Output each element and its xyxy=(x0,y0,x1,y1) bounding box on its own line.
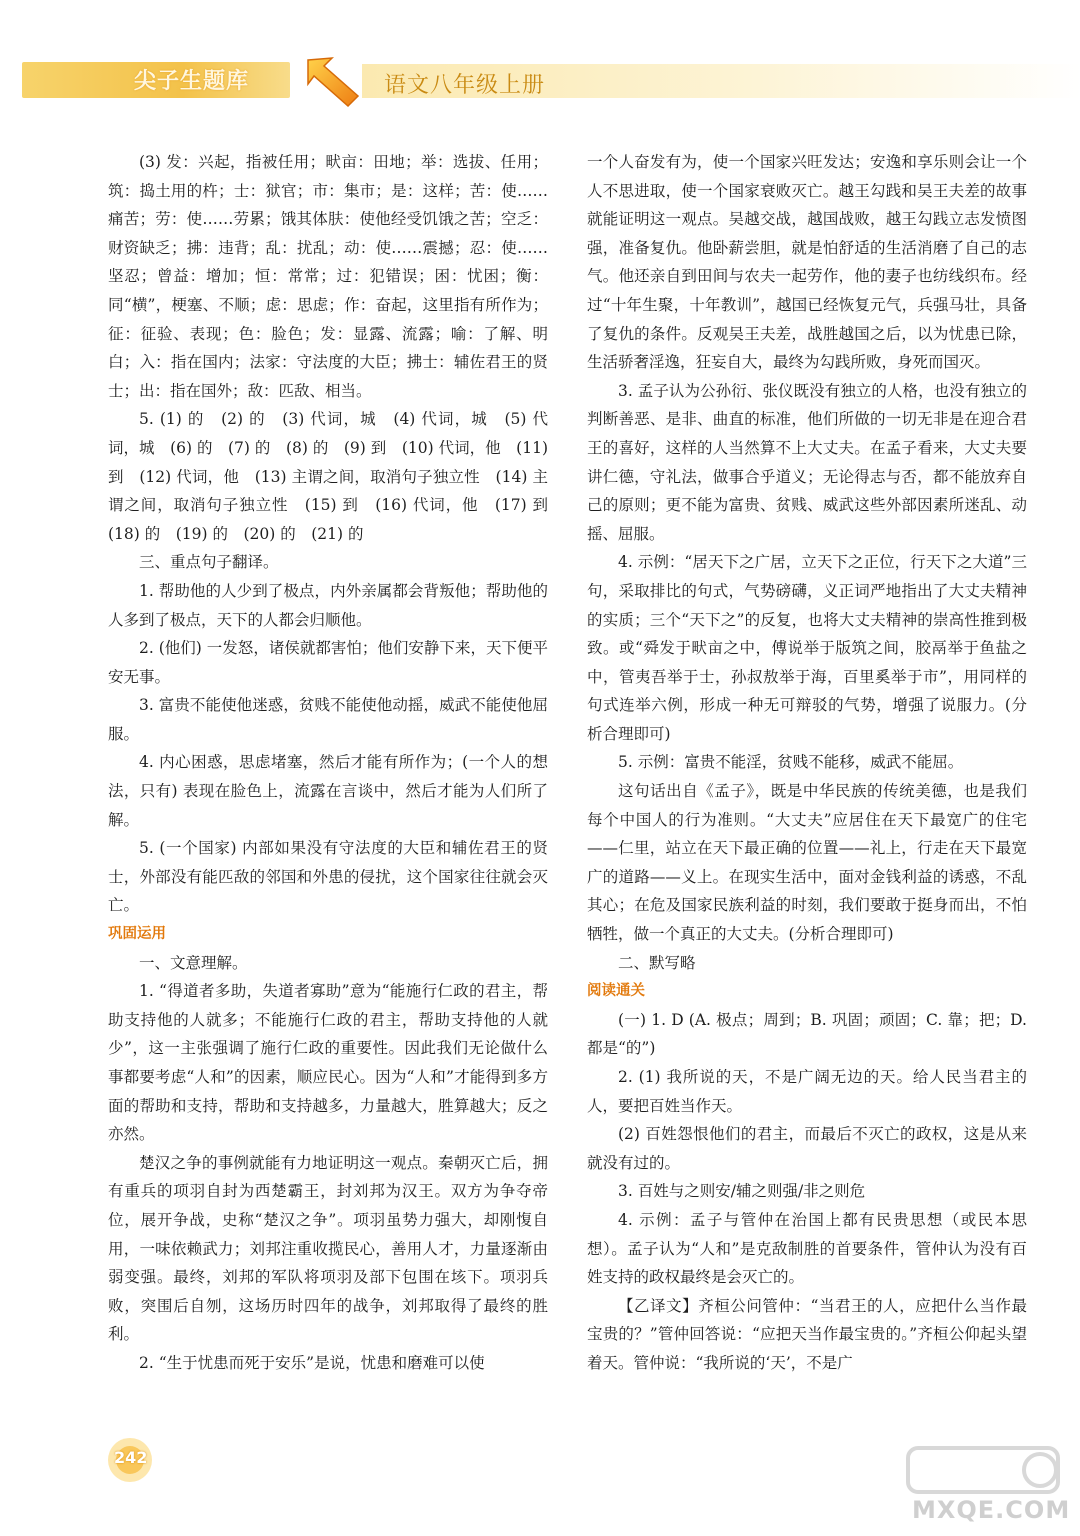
section-heading: 巩固运用 xyxy=(108,926,166,943)
paragraph: 楚汉之争的事例就能有力地证明这一观点。秦朝灭亡后，拥有重兵的项羽自封为西楚霸王，封刘邦为汉王。双方为争夺帝位，展开争战，史称“楚汉之争”。项羽虽势力强大，却刚愎自用，一味依赖武力；刘邦注重收揽民心，善用人才，力量逐渐由弱变强。最终，刘邦的军队将项羽及部下包围在垓下。项羽兵败，突围后自刎，这场历时四年的战争，刘邦取得了最终的胜利。 xyxy=(108,1153,548,1344)
paragraph: 1. “得道者多助，失道者寡助”意为“能施行仁政的君主，帮助支持他的人就多；不能施行仁政的君主，帮助支持他的人就少”，这一主张强调了施行仁政的重要性。因此我们无论做什么事都要考虑“人和”的因素，顺应民心。因为“人和”才能得到多方面的帮助和支持，帮助和支持越多，力量越大，胜算越大；反之亦然。 xyxy=(108,982,548,1144)
watermark-logo-icon xyxy=(900,1440,1070,1500)
paragraph: 5. (一个国家) 内部如果没有守法度的大臣和辅佐君王的贤士，外部没有能匹敌的邻国和外患的侵扰，这个国家往往就会灭亡。 xyxy=(108,839,548,915)
brand-title: 尖子生题库 xyxy=(134,69,250,94)
paragraph: 5. (1) 的 (2) 的 (3) 代词，城 (4) 代词，城 (5) 代词，城 (6) 的 (7) 的 (8) 的 (9) 到 (10) 代词，他 (11) 到 (12) 代词，他 (13) 主谓之间，取消句子独立性 (14) 主谓之间，取消句子独立性 (15) 到 (16) 代词，他 (17) 到 (18) 的 (19) 的 (20) 的 (21) 的 xyxy=(108,410,564,543)
paragraph: 3. 富贵不能使他迷惑，贫贱不能使他动摇，威武不能使他屈服。 xyxy=(108,696,548,743)
paragraph: 4. 示例：“居天下之广居，立天下之正位，行天下之大道”三句，采取排比的句式，气势磅礴，义正词严地指出了大丈夫精神的实质；三个“天下之”的反复，也将大丈夫精神的崇高性推到极致。或“舜发于畎亩之中，傅说举于版筑之间，胶鬲举于鱼盐之中，管夷吾举于士，孙叔敖举于海，百里奚举于市”，用同样的句式连举六例，形成一种无可辩驳的气势，增强了说服力。(分析合理即可) xyxy=(587,553,1027,743)
paragraph: (3) 发：兴起，指被任用；畎亩：田地；举：选拔、任用；筑：捣土用的杵；士：狱官；市：集市；是：这样；苦：使……痛苦；劳：使……劳累；饿其体肤：使他经受饥饿之苦；空乏：财资缺乏；拂：违背；乱：扰乱；动：使……震撼；忍：使……坚忍；曾益：增加；恒：常常；过：犯错误；困：忧困；衡：同“横”，梗塞、不顺；虑：思虑；作：奋起，这里指有所作为；征：征验、表现；色：脸色；发：显露、流露；喻：了解、明白；入：指在国内；法家：守法度的大臣；拂士：辅佐君王的贤士；出：指在国外；敌：匹敌、相当。 xyxy=(108,153,548,400)
paragraph: (2) 百姓怨恨他们的君主，而最后不灭亡的政权，这是从来就没有过的。 xyxy=(587,1125,1027,1172)
paragraph: 一、文意理解。 xyxy=(139,953,248,972)
right-column xyxy=(587,148,1027,1378)
page-number-badge xyxy=(100,1432,164,1488)
paragraph: 2. “生于忧患而死于安乐”是说，忧患和磨难可以使 xyxy=(139,1353,485,1372)
paragraph: (一) 1. D (A. 极点；周到；B. 巩固；顽固；C. 靠；把；D. 都是“的”) xyxy=(587,1010,1027,1058)
paragraph: 【乙译文】齐桓公问管仲：“当君王的人，应把什么当作最宝贵的？”管仲回答说：“应把天当作最宝贵的。”齐桓公仰起头望着天。管仲说：“我所说的‘天’，不是广 xyxy=(587,1296,1027,1372)
page-header xyxy=(22,58,1062,104)
paragraph: 4. 内心困惑，思虑堵塞，然后才能有所作为；(一个人的想法，只有) 表现在脸色上，流露在言谈中，然后才能为人们所了解。 xyxy=(108,753,548,829)
subject-title: 语文八年级上册 xyxy=(384,73,546,98)
page-number: 242 xyxy=(114,1448,148,1467)
paragraph: 2. (1) 我所说的天，不是广阔无边的天。给人民当君主的人，要把百姓当作天。 xyxy=(587,1068,1027,1115)
paragraph: 二、默写略 xyxy=(618,953,696,972)
paragraph: 一个人奋发有为，使一个国家兴旺发达；安逸和享乐则会让一个人不思进取，使一个国家衰败灭亡。越王勾践和吴王夫差的故事就能证明这一观点。吴越交战，越国战败，越王勾践立志发愤图强，准备复仇。他卧薪尝胆，就是怕舒适的生活消磨了自己的志气。他还亲自到田间与农夫一起劳作，他的妻子也纺线织布。经过“十年生聚，十年教训”，越国已经恢复元气，兵强马壮，具备了复仇的条件。反观吴王夫差，战胜越国之后，以为忧患已除，生活骄奢淫逸，狂妄自大，最终为勾践所败，身死而国灭。 xyxy=(587,153,1027,372)
paragraph: 4. 示例：孟子与管仲在治国上都有民贵思想（或民本思想）。孟子认为“人和”是克敌制胜的首要条件，管仲认为没有百姓支持的政权最终是会灭亡的。 xyxy=(587,1210,1027,1287)
paragraph: 1. 帮助他的人少到了极点，内外亲属都会背叛他；帮助他的人多到了极点，天下的人都会归顺他。 xyxy=(108,581,548,629)
paragraph: 3. 孟子认为公孙衍、张仪既没有独立的人格，也没有独立的判断善恶、是非、曲直的标准，他们所做的一切无非是在迎合君王的喜好，这样的人当然算不上大丈夫。在孟子看来，大丈夫要讲仁德，守礼法，做事合乎道义；无论得志与否，都不能放弃自己的原则；更不能为富贵、贫贱、威武这些外部因素所迷乱、动摇、屈服。 xyxy=(587,381,1027,543)
paragraph: 2. (他们) 一发怒，诸侯就都害怕；他们安静下来，天下便平安无事。 xyxy=(108,639,548,686)
paragraph: 3. 百姓与之则安/辅之则强/非之则危 xyxy=(618,1182,866,1201)
section-heading: 阅读通关 xyxy=(587,983,645,1000)
paragraph: 5. 示例：富贵不能淫，贫贱不能移，威武不能屈。 xyxy=(618,753,964,772)
arrow-icon xyxy=(302,52,364,110)
left-column xyxy=(108,148,564,1378)
watermark xyxy=(900,1440,1070,1532)
paragraph: 三、重点句子翻译。 xyxy=(139,553,279,572)
watermark-text: MXQE.COM xyxy=(912,1496,1071,1524)
paragraph: 这句话出自《孟子》，既是中华民族的传统美德，也是我们每个中国人的行为准则。“大丈夫”应居住在天下最宽广的住宅——仁里，站立在天下最正确的位置——礼上，行走在天下最宽广的道路——义上。在现实生活中，面对金钱利益的诱惑，不乱其心；在危及国家民族利益的时刻，我们要敢于挺身而出，不怕牺牲，做一个真正的大丈夫。(分析合理即可) xyxy=(587,782,1027,944)
